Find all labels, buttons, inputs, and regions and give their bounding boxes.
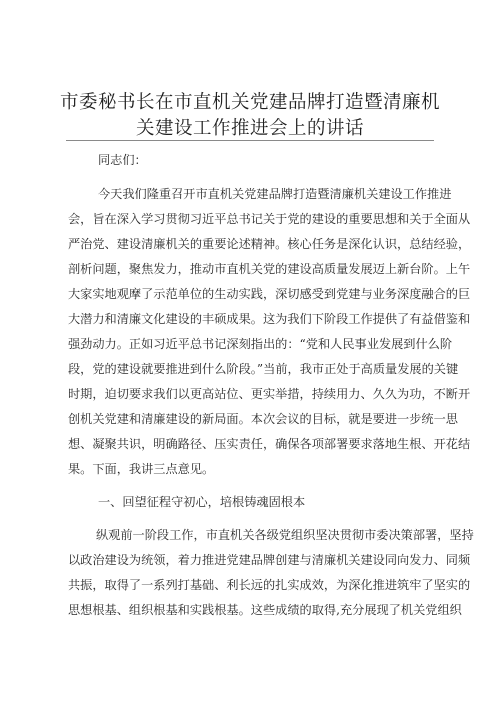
paragraph-2-line: 纵观前一阶段工作，市直机关各级党组织坚决贯彻市委决策部署，坚持	[96, 528, 474, 542]
paragraph-1-line: 大潜力和清廉文化建设的丰硕成果。这为我们下阶段工作提供了有益借鉴和	[68, 312, 471, 326]
paragraph-1-line: 段，党的建设就要推进到什么阶段。”当前，我市正处于高质量发展的关键	[68, 362, 459, 376]
paragraph-1-line: 大家实地观摩了示范单位的生动实践，深切感受到党建与业务深度融合的巨	[68, 287, 471, 301]
paragraph-1-line: 会，旨在深入学习贯彻习近平总书记关于党的建设的重要思想和关于全面从	[68, 212, 471, 226]
paragraph-1-line: 强劲动力。正如习近平总书记深刻指出的：“党和人民事业发展到什么阶	[68, 337, 453, 351]
paragraph-1-line: 果。下面，我讲三点意见。	[68, 462, 215, 476]
title-divider	[66, 140, 434, 141]
paragraph-1-line: 今天我们隆重召开市直机关党建品牌打造暨清廉机关建设工作推进	[98, 187, 452, 201]
salutation: 同志们：	[98, 153, 147, 167]
paragraph-1-line: 创机关党建和清廉建设的新局面。本次会议的目标，就是要进一步统一思	[68, 412, 458, 426]
title-line-2: 关建设工作推进会上的讲话	[135, 118, 364, 139]
section-heading-1: 一、回望征程守初心，培根铸魂固根本	[98, 495, 306, 509]
paragraph-2-line: 以政治建设为统领，着力推进党建品牌创建与清廉机关建设同向发力、同频	[68, 553, 471, 567]
paragraph-1-line: 时期，迫切要求我们以更高站位、更实举措，持续用力、久久为功，不断开	[68, 387, 471, 401]
paragraph-1-line: 严治党、建设清廉机关的重要论述精神。核心任务是深化认识，总结经验，	[68, 237, 471, 251]
paragraph-2-line: 思想根基、组织根基和实践根基。这些成绩的取得,充分展现了机关党组织	[68, 603, 462, 617]
paragraph-1-line: 想、凝聚共识，明确路径、压实责任，确保各项部署要求落地生根、开花结	[68, 437, 471, 451]
title-line-1: 市委秘书长在市直机关党建品牌打造暨清廉机	[60, 92, 441, 113]
paragraph-1-line: 剖析问题，聚焦发力，推动市直机关党的建设高质量发展迈上新台阶。上午	[68, 262, 471, 276]
paragraph-2-line: 共振，取得了一系列打基础、利长远的扎实成效，为深化推进筑牢了坚实的	[68, 578, 471, 592]
